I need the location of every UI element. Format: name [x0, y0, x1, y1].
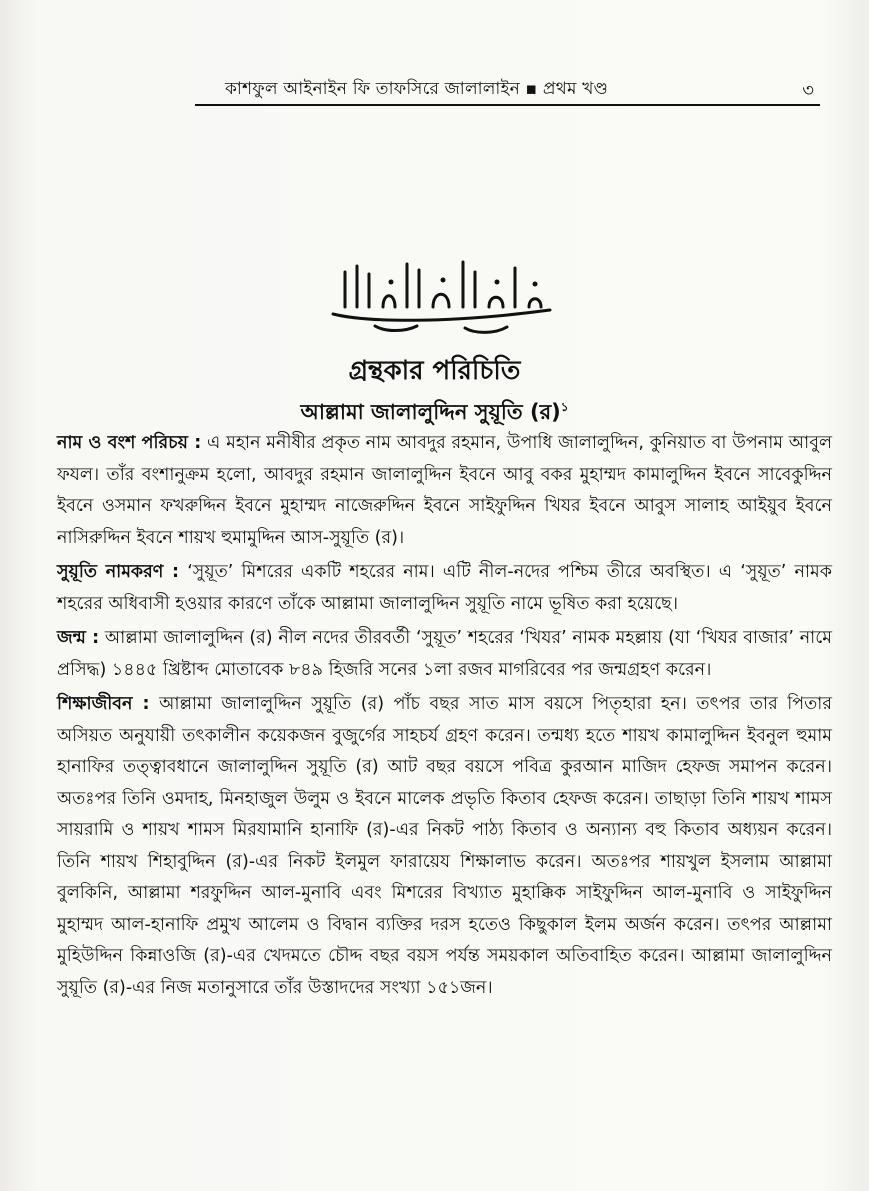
section-text: এ মহান মনীষীর প্রকৃত নাম আবদুর রহমান, উপাধি জালালুদ্দিন, কুনিয়াত বা উপনাম আবুল ফযল। তাঁর বংশানুক্রম হলো, আবদুর রহমান জালালুদ্দিন ইবনে আবু বকর মুহাম্মদ কামালুদ্দিন ইবনে সাবেকুদ্দিন ইবনে ওসমান ফখরুদ্দিন ইবনে মুহাম্মদ নাজেরুদ্দিন ইবনে সাইফুদ্দিন খিযর ইবনে আবুস সালাহ আইয়ুব ইবনে নাসিরুদ্দিন ইবনে শায়খ হুমামুদ্দিন আস-সুয়ূতি (র)।	[57, 433, 832, 548]
section-education	[57, 689, 832, 1004]
bismillah-calligraphy	[325, 252, 560, 337]
section-label: সুয়ূতি নামকরণ :	[57, 562, 180, 582]
author-name: আল্লামা জালালুদ্দিন সুয়ূতি (র)	[300, 400, 561, 424]
section-birth	[57, 623, 832, 686]
section-naming	[57, 557, 832, 620]
chapter-title: গ্রন্থকার পরিচিতি	[348, 356, 521, 386]
page-number: ৩	[802, 80, 814, 101]
author-name-heading	[0, 396, 869, 431]
section-text: ‘সুয়ূত’ মিশরের একটি শহরের নাম। এটি নীল-নদের পশ্চিম তীরে অবস্থিত। এ ‘সুয়ূত’ নামক শহরের অধিবাসী হওয়ার কারণে তাঁকে আল্লামা জালালুদ্দিন সুয়ূতি নামে ভূষিত করা হয়েছে।	[57, 562, 832, 614]
body-text	[57, 428, 832, 1007]
section-label: নাম ও বংশ পরিচয় :	[57, 433, 202, 453]
running-header	[195, 74, 820, 106]
section-label: জন্ম :	[57, 628, 100, 648]
footnote-marker: ১	[560, 400, 569, 414]
section-lineage	[57, 428, 832, 554]
section-text: আল্লামা জালালুদ্দিন (র) নীল নদের তীরবর্তী ‘সুয়ূত’ শহরের ‘খিযর’ নামক মহল্লায় (যা ‘খিযর বাজার’ নামে প্রসিদ্ধ) ১৪৪৫ খ্রিষ্টাব্দ মোতাবেক ৮৪৯ হিজরি সনের ১লা রজব মাগরিবের পর জন্মগ্রহণ করেন।	[57, 628, 832, 680]
running-title: কাশফুল আইনাইন ফি তাফসিরে জালালাইন ▪ প্রথম খণ্ড	[225, 79, 609, 99]
section-text: আল্লামা জালালুদ্দিন সুয়ূতি (র) পাঁচ বছর সাত মাস বয়সে পিতৃহারা হন। তৎপর তার পিতার অসিয়ত অনুযায়ী তৎকালীন কয়েকজন বুজুর্গের সাহচর্য গ্রহণ করেন। তন্মধ্য হতে শায়খ কামালুদ্দিন ইবনুল হুমাম হানাফির তত্ত্বাবধানে জালালুদ্দিন সুয়ূতি (র) আট বছর বয়সে পবিত্র কুরআন মাজিদ হেফজ সমাপন করেন। অতঃপর তিনি ওমদাহ, মিনহাজুল উলুম ও ইবনে মালেক প্রভৃতি কিতাব হেফজ করেন। তাছাড়া তিনি শায়খ শামস সায়রামি ও শায়খ শামস মিরযামানি হানাফি (র)-এর নিকট পাঠ্য কিতাব ও অন্যান্য বহু কিতাব অধ্যয়ন করেন। তিনি শায়খ শিহাবুদ্দিন (র)-এর নিকট ইলমুল ফারায়েয শিক্ষালাভ করেন। অতঃপর শায়খুল ইসলাম আল্লামা বুলকিনি, আল্লামা শরফুদ্দিন আল-মুনাবি এবং মিশরের বিখ্যাত মুহাক্কিক সাইফুদ্দিন আল-মুনাবি ও সাইফুদ্দিন মুহাম্মদ আল-হানাফি প্রমুখ আলেম ও বিদ্বান ব্যক্তির দরস হতেও কিছুকাল ইলম অর্জন করেন। তৎপর আল্লামা মুহিউদ্দিন কিন্নাওজি (র)-এর খেদমতে চৌদ্দ বছর বয়স পর্যন্ত সময়কাল অতিবাহিত করেন। আল্লামা জালালুদ্দিন সুয়ূতি (র)-এর নিজ মতানুসারে তাঁর উস্তাদদের সংখ্যা ১৫১জন।	[57, 694, 832, 998]
section-label: শিক্ষাজীবন :	[57, 694, 150, 714]
